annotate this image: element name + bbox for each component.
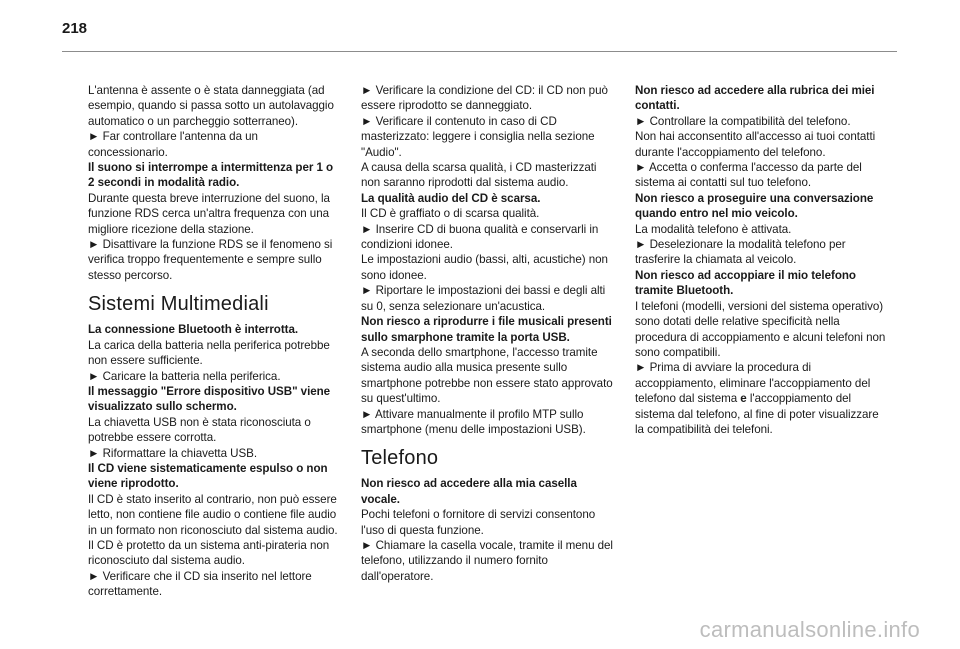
column-3 [635,83,887,437]
issue-title: Non riesco ad accedere alla rubrica dei miei contatti. [635,84,875,113]
paragraph: La modalità telefono è attivata. [635,222,792,236]
paragraph: Il CD è graffiato o di scarsa qualità. [361,207,540,221]
issue-title: Il messaggio "Errore dispositivo USB" viene visualizzato sullo schermo. [88,384,331,414]
watermark: carmanualsonline.info [699,617,920,642]
paragraph: Il CD è protetto da un sistema anti-pirateria non riconosciuto dal sistema audio. [88,538,330,568]
paragraph: I telefoni (modelli, versioni del sistema operativo) sono dotati delle relative specificità nella procedura di accoppiamento e alcuni telefoni non sono compatibili. [635,299,886,359]
paragraph: ► Verificare il contenuto in caso di CD masterizzato: leggere i consiglia nella sezione "Audio". [361,114,595,159]
issue-title: Non riesco a proseguire una conversazione quando entro nel mio veicolo. [635,191,874,221]
paragraph: A seconda dello smartphone, l'accesso tramite sistema audio alla musica presente sullo smartphone potrebbe non essere stato approvato su quest'ultimo. [361,345,613,406]
issue-title: La connessione Bluetooth è interrotta. [88,323,299,337]
section-heading: Sistemi Multimediali [88,293,269,316]
paragraph: ► Chiamare la casella vocale, tramite il menu del telefono, utilizzando il numero fornito dall'operatore. [361,538,613,583]
paragraph: La carica della batteria nella periferica potrebbe non essere sufficiente. [88,338,330,368]
paragraph [635,360,887,437]
paragraph: La chiavetta USB non è stata riconosciuta o potrebbe essere corrotta. [88,415,311,445]
bold-text: e [740,392,747,406]
page-number: 218 [62,20,88,37]
issue-title: Non riesco ad accedere alla mia casella vocale. [361,477,577,506]
paragraph: Durante questa breve interruzione del suono, la funzione RDS cerca un'altra frequenza con una migliore ricezione della stazione. [88,191,330,236]
paragraph: Pochi telefoni o fornitore di servizi consentono l'uso di questa funzione. [361,508,596,537]
paragraph: ► Far controllare l'antenna da un concessionario. [88,130,258,159]
paragraph: Non hai acconsentito all'accesso ai tuoi contatti durante l'accoppiamento del telefono. [635,130,876,159]
column-1 [88,83,340,600]
paragraph: ► Accetta o conferma l'accesso da parte del sistema ai contatti sul tuo telefono. [635,161,862,190]
text-run: ► Prima di avviare la procedura di accoppiamento, eliminare l'accoppiamento del telefono dal sistema [635,361,871,406]
column-2 [361,83,613,584]
paragraph: ► Controllare la compatibilità del telefono. [635,114,851,128]
issue-title: La qualità audio del CD è scarsa. [361,191,541,205]
section-heading: Telefono [361,447,439,470]
paragraph: ► Inserire CD di buona qualità e conservarli in condizioni idonee. [361,222,599,252]
paragraph: ► Riportare le impostazioni dei bassi e degli alti su 0, senza selezionare un'acustica. [361,284,606,313]
header-rule [62,51,897,52]
paragraph: Il CD è stato inserito al contrario, non può essere letto, non contiene file audio o contiene file audio in un formato non riconosciuto dal sistema audio. [88,492,338,537]
paragraph: ► Attivare manualmente il profilo MTP sullo smartphone (menu delle impostazioni USB). [361,407,586,436]
paragraph: ► Verificare la condizione del CD: il CD non può essere riprodotto se danneggiato. [361,84,608,113]
paragraph: ► Caricare la batteria nella periferica. [88,369,281,383]
paragraph: ► Riformattare la chiavetta USB. [88,446,258,460]
issue-title: Non riesco ad accoppiare il mio telefono tramite Bluetooth. [635,268,856,298]
issue-title: Il CD viene sistematicamente espulso o non viene riprodotto. [88,461,328,491]
paragraph: Le impostazioni audio (bassi, alti, acustiche) non sono idonee. [361,253,608,282]
paragraph: A causa della scarsa qualità, i CD masterizzati non saranno riprodotti dal sistema audio. [361,161,597,190]
text-run: l'accoppiamento del sistema dal telefono, al fine di poter visualizzare la compatibilità dei telefoni. [635,392,879,436]
paragraph: L'antenna è assente o è stata danneggiata (ad esempio, quando si passa sotto un autolavaggio automatico o un parcheggio sotterraneo). [88,84,334,128]
paragraph: ► Verificare che il CD sia inserito nel lettore correttamente. [88,569,312,599]
issue-title: Il suono si interrompe a intermittenza per 1 o 2 secondi in modalità radio. [88,161,334,190]
issue-title: Non riesco a riprodurre i file musicali presenti sullo smarphone tramite la porta USB. [361,315,612,344]
paragraph: ► Deselezionare la modalità telefono per trasferire la chiamata al veicolo. [635,238,846,267]
paragraph: ► Disattivare la funzione RDS se il fenomeno si verifica troppo frequentemente e sempre sullo stesso percorso. [88,238,333,282]
